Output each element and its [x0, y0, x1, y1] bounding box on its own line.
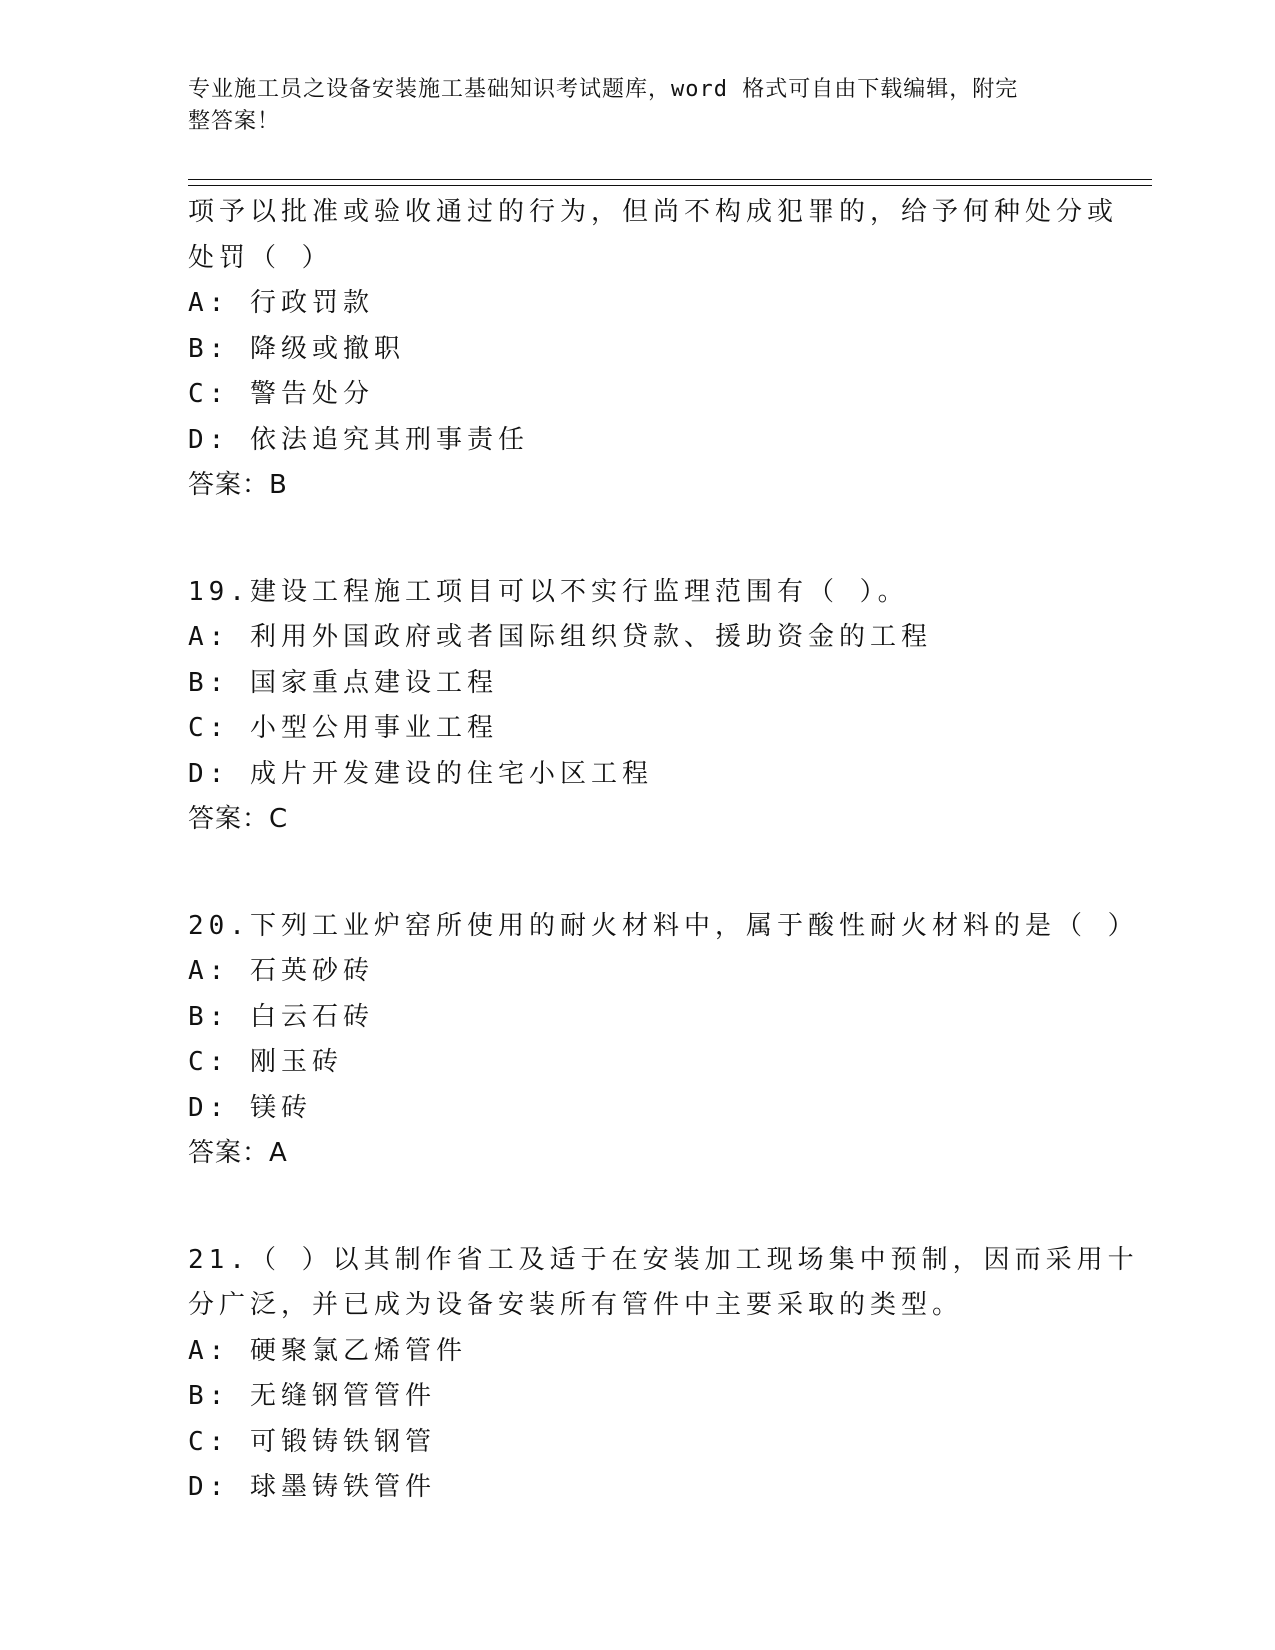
question-block: [188, 570, 1088, 843]
option-c: C: 警告处分: [188, 379, 374, 409]
question-text-line: 19.建设工程施工项目可以不实行监理范围有（ ）。: [188, 576, 909, 607]
option-a: A: 行政罚款: [188, 288, 374, 318]
header-line-2: 整答案！: [188, 109, 281, 134]
question-text: [188, 904, 1139, 950]
option-a: A: 利用外国政府或者国际组织贷款、援助资金的工程: [188, 622, 932, 652]
question-text-line: 分广泛，并已成为设备安装所有管件中主要采取的类型。: [188, 1290, 964, 1320]
question-block: [188, 1238, 1139, 1511]
question-block: [188, 904, 1139, 1177]
answer-line: 答案：A: [188, 1138, 288, 1168]
header-rule-top: [188, 179, 1152, 180]
option-b: B: 无缝钢管管件: [188, 1381, 436, 1411]
question-block: [188, 190, 1119, 509]
header-line-1: 专业施工员之设备安装施工基础知识考试题库，word 格式可自由下载编辑，附完: [188, 77, 1019, 102]
option-d: D: 依法追究其刑事责任: [188, 424, 529, 455]
document-header: [188, 74, 1068, 138]
option-c: C: 小型公用事业工程: [188, 713, 498, 743]
question-text: [188, 1238, 1139, 1329]
option-d: D: 球墨铸铁管件: [188, 1472, 436, 1502]
question-text-line: 项予以批准或验收通过的行为，但尚不构成犯罪的，给予何种处分或: [188, 197, 1119, 227]
option-a: A: 硬聚氯乙烯管件: [188, 1335, 467, 1366]
option-d: D: 镁砖: [188, 1092, 312, 1123]
question-text-line: 20.下列工业炉窑所使用的耐火材料中，属于酸性耐火材料的是（ ）: [188, 910, 1139, 941]
answer-line: 答案：B: [188, 470, 288, 500]
option-a: A: 石英砂砖: [188, 956, 374, 986]
question-text-line: 处罚（ ）: [188, 242, 333, 273]
question-text: [188, 190, 1119, 281]
header-rule-bottom: [188, 185, 1152, 186]
question-text: [188, 570, 1088, 616]
question-text-line: 21.（ ）以其制作省工及适于在安装加工现场集中预制，因而采用十: [188, 1244, 1139, 1275]
question-list: [188, 190, 1139, 1511]
option-c: C: 刚玉砖: [188, 1047, 343, 1077]
option-b: B: 降级或撤职: [188, 333, 405, 364]
option-b: B: 国家重点建设工程: [188, 667, 498, 698]
option-d: D: 成片开发建设的住宅小区工程: [188, 758, 653, 789]
answer-line: 答案：C: [188, 804, 289, 834]
option-b: B: 白云石砖: [188, 1001, 374, 1032]
option-c: C: 可锻铸铁钢管: [188, 1426, 436, 1457]
